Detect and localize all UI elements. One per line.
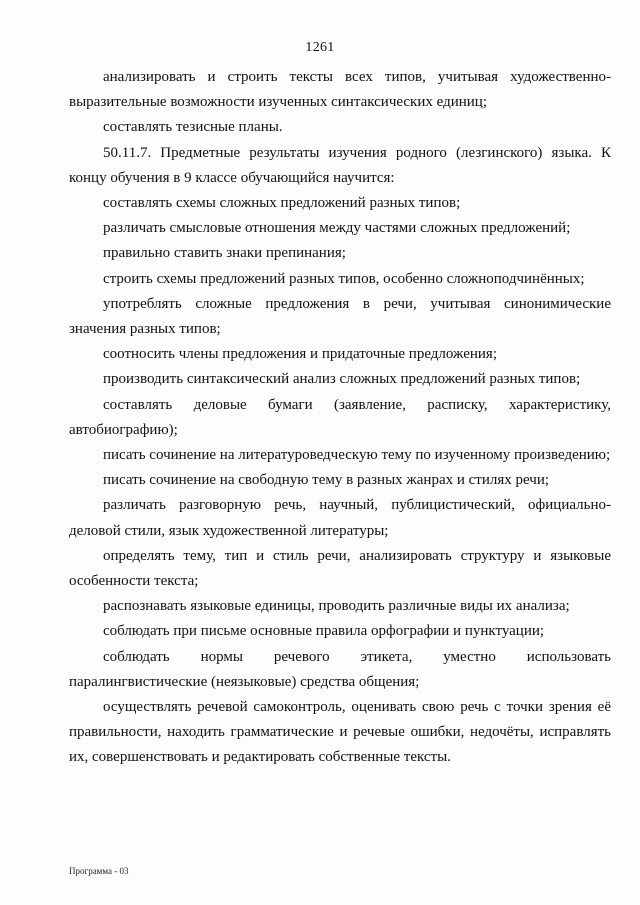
document-body (69, 65, 611, 771)
list-item: писать сочинение на свободную тему в разных жанрах и стилях речи; (103, 472, 550, 489)
paragraph: анализировать и строить тексты всех типов, учитывая художественно-выразительные возможности изученных синтаксических единиц; (69, 69, 611, 111)
list-item: различать разговорную речь, научный, публицистический, официально-деловой стили, язык художественной литературы; (69, 497, 611, 539)
list-item: строить схемы предложений разных типов, особенно сложноподчинённых; (103, 270, 585, 287)
footer-label: Программа - 03 (69, 866, 129, 876)
list-item: соотносить члены предложения и придаточные предложения; (103, 346, 497, 363)
list-item: употреблять сложные предложения в речи, учитывая синонимические значения разных типов; (69, 295, 611, 338)
list-item: производить синтаксический анализ сложных предложений разных типов; (103, 371, 581, 388)
list-item: писать сочинение на литературоведческую тему по изученному произведению; (103, 447, 611, 464)
section-heading-paragraph: 50.11.7. Предметные результаты изучения родного (лезгинского) языка. К концу обучения в 9 классе обучающийся научится: (69, 144, 611, 186)
list-item: составлять деловые бумаги (заявление, расписку, характеристику, автобиографию); (69, 396, 611, 438)
list-item: различать смысловые отношения между частями сложных предложений; (103, 220, 571, 237)
list-item: соблюдать нормы речевого этикета, уместно использовать паралингвистические (неязыковые) средства общения; (69, 648, 611, 690)
page-number: 1261 (305, 40, 335, 55)
list-item: соблюдать при письме основные правила орфографии и пунктуации; (103, 623, 545, 640)
list-item: осуществлять речевой самоконтроль, оценивать свою речь с точки зрения её правильности, находить грамматические и речевые ошибки, недочёты, исправлять их, совершенствовать и редактировать собственные тексты. (69, 699, 611, 766)
paragraph: составлять тезисные планы. (103, 119, 283, 136)
list-item: распознавать языковые единицы, проводить различные виды их анализа; (103, 598, 570, 615)
list-item: определять тему, тип и стиль речи, анализировать структуру и языковые особенности текста; (69, 547, 611, 590)
list-item: составлять схемы сложных предложений разных типов; (103, 195, 461, 212)
list-item: правильно ставить знаки препинания; (103, 245, 346, 262)
